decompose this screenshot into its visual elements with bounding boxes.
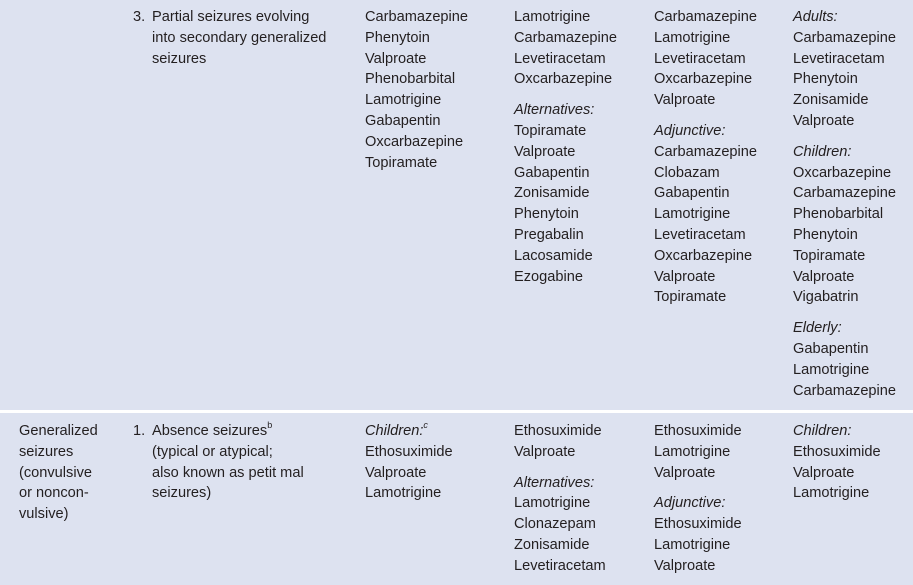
drug-name: Ethosuximide: [365, 443, 453, 460]
drug-name: Phenytoin: [365, 29, 430, 46]
drug-name: Oxcarbazepine: [654, 247, 753, 264]
drug-name: Lamotrigine: [654, 29, 731, 46]
drug-list-col4: [654, 7, 757, 308]
drug-name: Carbamazepine: [793, 29, 897, 46]
drug-name: Lacosamide: [514, 247, 593, 264]
drug-name: Lamotrigine: [793, 361, 870, 378]
drug-name: Clobazam: [654, 164, 720, 181]
elderly-label: Elderly:: [793, 320, 842, 337]
category-line: or noncon-: [19, 485, 89, 502]
drug-list-col3: [514, 421, 606, 577]
drug-name: Zonisamide: [514, 536, 590, 553]
drug-name: Levetiracetam: [514, 50, 606, 67]
seizure-type-line: also known as petit mal: [152, 464, 304, 481]
drug-name: Oxcarbazepine: [365, 133, 464, 150]
drug-name: Carbamazepine: [365, 9, 469, 25]
drug-name: Topiramate: [365, 154, 438, 171]
drug-list-col3: [514, 7, 617, 287]
drug-name: Oxcarbazepine: [654, 71, 753, 88]
drug-name: Zonisamide: [793, 92, 869, 109]
category-line: vulsive): [19, 506, 69, 523]
drug-name: Valproate: [793, 112, 855, 129]
drug-name: Phenytoin: [793, 226, 858, 243]
seizure-type-cell: [133, 420, 304, 502]
drug-name: Phenobarbital: [793, 206, 884, 223]
alternatives-label: Alternatives:: [514, 102, 595, 119]
drug-name: Lamotrigine: [514, 495, 591, 512]
drug-name: Lamotrigine: [514, 9, 591, 25]
drug-name: Lamotrigine: [654, 443, 731, 460]
footnote-marker: c: [423, 420, 428, 431]
drug-list-col2: [365, 7, 468, 173]
drug-name: Lamotrigine: [654, 536, 731, 553]
seizure-category-cell: [19, 421, 98, 525]
drug-name: Levetiracetam: [793, 50, 885, 67]
drug-list-col2: [365, 421, 453, 504]
drug-name: Phenytoin: [514, 206, 579, 223]
drug-name: Lamotrigine: [365, 92, 442, 109]
drug-name: Topiramate: [514, 122, 587, 139]
item-number: 1.: [133, 423, 146, 439]
seizure-type-line: Partial seizures evolving: [152, 9, 310, 25]
drug-name: Carbamazepine: [793, 382, 897, 399]
drug-name: Lamotrigine: [654, 206, 731, 223]
drug-name: Valproate: [654, 268, 716, 285]
seizure-type-line: seizures: [152, 50, 207, 67]
seizure-type-line: seizures): [152, 485, 212, 502]
seizure-type-line: into secondary generalized: [152, 29, 327, 46]
footnote-marker: b: [267, 420, 273, 431]
drug-name: Gabapentin: [514, 164, 590, 181]
drug-name: Valproate: [793, 268, 855, 285]
drug-name: Gabapentin: [654, 185, 730, 202]
drug-name: Ethosuximide: [514, 423, 602, 439]
alternatives-label: Alternatives:: [514, 474, 595, 491]
drug-name: Zonisamide: [514, 185, 590, 202]
drug-name: Carbamazepine: [793, 185, 897, 202]
drug-list-col5: [793, 7, 896, 401]
children-label: Children:: [793, 143, 852, 160]
drug-name: Oxcarbazepine: [793, 164, 892, 181]
adjunctive-label: Adjunctive:: [654, 122, 726, 139]
table-row-absence-seizures: [0, 413, 913, 585]
adults-label: Adults:: [793, 9, 838, 25]
drug-name: Ethosuximide: [654, 423, 742, 439]
drug-name: Valproate: [654, 464, 716, 481]
drug-name: Phenobarbital: [365, 71, 456, 88]
drug-name: Valproate: [365, 464, 427, 481]
drug-name: Levetiracetam: [514, 557, 606, 574]
drug-name: Oxcarbazepine: [514, 71, 613, 88]
drug-list-col4: [654, 421, 742, 577]
drug-name: Valproate: [514, 143, 576, 160]
drug-name: Carbamazepine: [654, 143, 758, 160]
drug-name: Levetiracetam: [654, 226, 746, 243]
drug-name: Gabapentin: [365, 112, 441, 129]
children-label: Children:$^c$: [365, 420, 428, 439]
drug-name: Levetiracetam: [654, 50, 746, 67]
category-line: Generalized: [19, 423, 98, 439]
drug-name: Valproate: [514, 443, 576, 460]
adjunctive-label: Adjunctive:: [654, 495, 726, 512]
seizure-type-line: (typical or atypical;: [152, 443, 273, 460]
drug-name: Carbamazepine: [654, 9, 758, 25]
drug-name: Ethosuximide: [793, 443, 881, 460]
drug-name: Valproate: [654, 92, 716, 109]
item-number: 3.: [133, 9, 146, 25]
drug-name: Clonazepam: [514, 516, 596, 533]
drug-name: Valproate: [793, 464, 855, 481]
seizure-type-line: Absence seizures$^b$: [152, 420, 273, 439]
drug-name: Lamotrigine: [365, 485, 442, 502]
drug-name: Carbamazepine: [514, 29, 618, 46]
drug-name: Topiramate: [654, 289, 727, 306]
drug-name: Vigabatrin: [793, 289, 859, 306]
drug-name: Pregabalin: [514, 226, 584, 243]
drug-name: Valproate: [365, 50, 427, 67]
seizure-type-cell: [133, 7, 327, 67]
drug-name: Ethosuximide: [654, 516, 742, 533]
drug-name: Topiramate: [793, 247, 866, 264]
drug-name: Ezogabine: [514, 268, 583, 285]
category-line: (convulsive: [19, 464, 92, 481]
drug-name: Lamotrigine: [793, 485, 870, 502]
drug-name: Phenytoin: [793, 71, 858, 88]
category-line: seizures: [19, 443, 74, 460]
drug-name: Valproate: [654, 557, 716, 574]
children-label: Children:: [793, 423, 852, 439]
drug-name: Gabapentin: [793, 340, 869, 357]
drug-list-col5: [793, 421, 881, 504]
